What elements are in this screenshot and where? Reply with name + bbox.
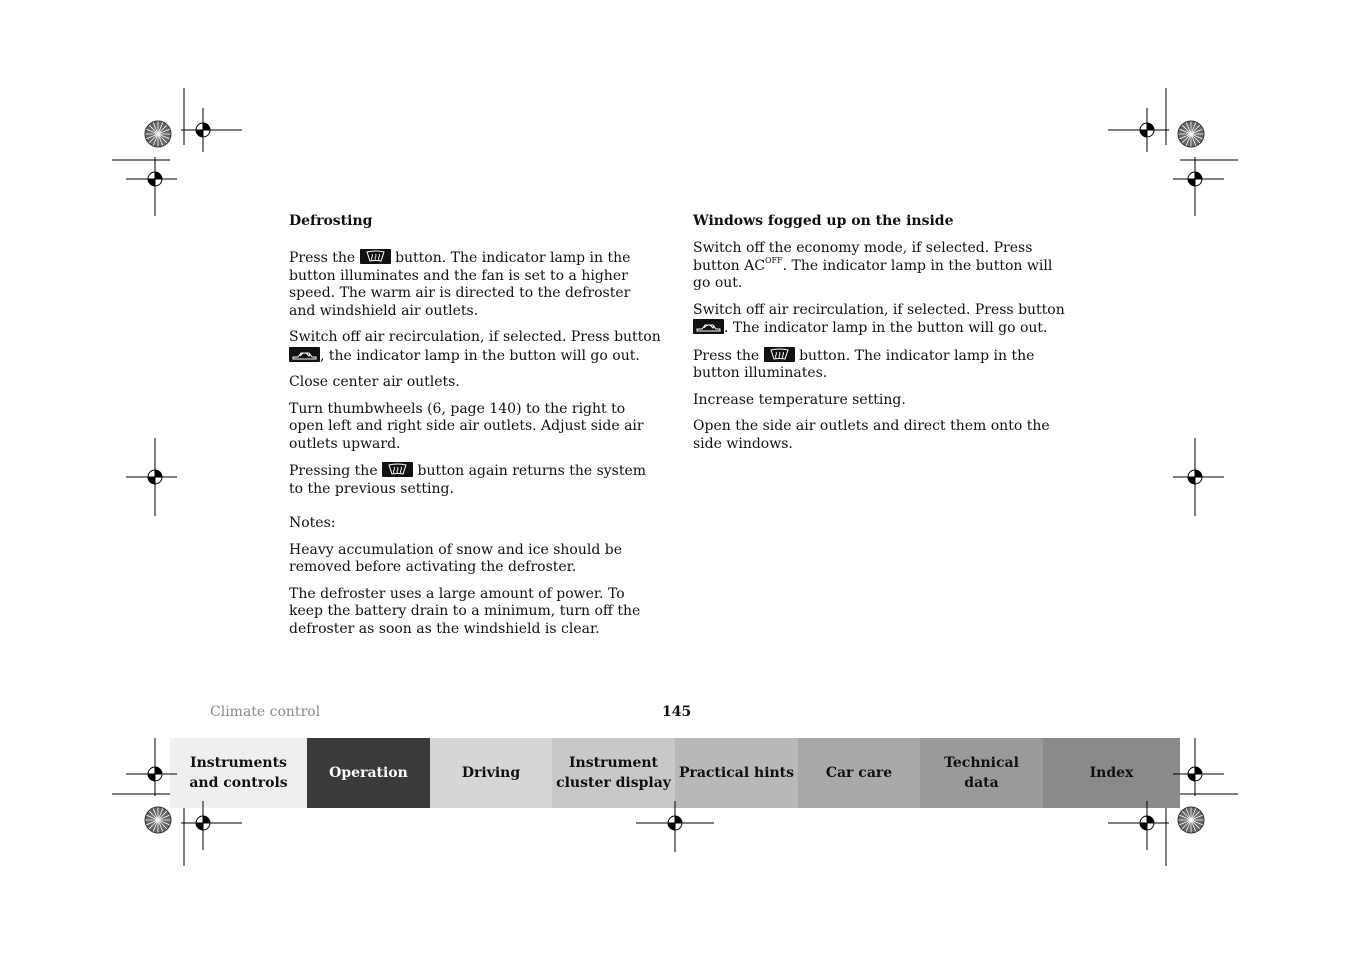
fogged-paragraph-1: Switch off the economy mode, if selected. Press button $AC^{OFF}$. The indicator lamp in the button will go out. <box>693 240 1053 291</box>
defrosting-heading: Defrosting <box>289 213 373 229</box>
fogged-paragraph-2: Switch off air recirculation, if selected. Press button . The indicator lamp in the button will go out. <box>693 301 1065 336</box>
defrost-paragraph-5: Pressing the button again returns the system to the previous setting. <box>289 463 647 497</box>
fogged-paragraph-5: Open the side air outlets and direct them onto the side windows. <box>693 418 1050 452</box>
note-1: Heavy accumulation of snow and ice should be removed before activating the defroster. <box>289 541 623 575</box>
nav-tab-technical-data[interactable]: Technical data <box>920 738 1043 808</box>
fogged-windows-heading: Windows fogged up on the inside <box>693 213 954 229</box>
section-title: Climate control <box>210 704 321 720</box>
defrost-paragraph-1: Press the button. The indicator lamp in the button illuminates and the fan is set to a higher speed. The warm air is directed to the defroster and windshield air outlets. <box>289 250 631 319</box>
left-column <box>289 213 661 647</box>
page-number: 145 <box>662 704 692 720</box>
fogged-paragraph-3: Press the button. The indicator lamp in the button illuminates. <box>693 347 1035 381</box>
windshield-defroster-icon <box>382 462 413 477</box>
section-nav <box>170 738 1180 808</box>
nav-tab-car-care[interactable]: Car care <box>798 738 920 808</box>
nav-tab-operation[interactable]: Operation <box>307 738 430 808</box>
nav-tab-practical-hints[interactable]: Practical hints <box>675 738 798 808</box>
right-column <box>693 213 1065 462</box>
air-recirculation-icon <box>693 319 724 334</box>
windshield-defroster-icon <box>360 249 391 264</box>
notes-label: Notes: <box>289 515 336 531</box>
defrost-paragraph-4: Turn thumbwheels (6, page 140) to the right to open left and right side air outlets. Adjust side air outlets upward. <box>289 400 644 452</box>
nav-tab-instrument-cluster-display[interactable]: Instrument cluster display <box>552 738 675 808</box>
nav-tab-instruments-and-controls[interactable]: Instruments and controls <box>170 738 307 808</box>
fogged-paragraph-4: Increase temperature setting. <box>693 391 906 408</box>
nav-tab-index[interactable]: Index <box>1043 738 1180 808</box>
note-2: The defroster uses a large amount of power. To keep the battery drain to a minimum, turn off the defroster as soon as the windshield is clear. <box>289 585 641 637</box>
nav-tab-driving[interactable]: Driving <box>430 738 552 808</box>
defrost-paragraph-3: Close center air outlets. <box>289 374 460 390</box>
windshield-defroster-icon <box>764 347 795 362</box>
defrost-paragraph-2: Switch off air recirculation, if selected. Press button , the indicator lamp in the button will go out. <box>289 329 661 364</box>
air-recirculation-icon <box>289 347 320 362</box>
